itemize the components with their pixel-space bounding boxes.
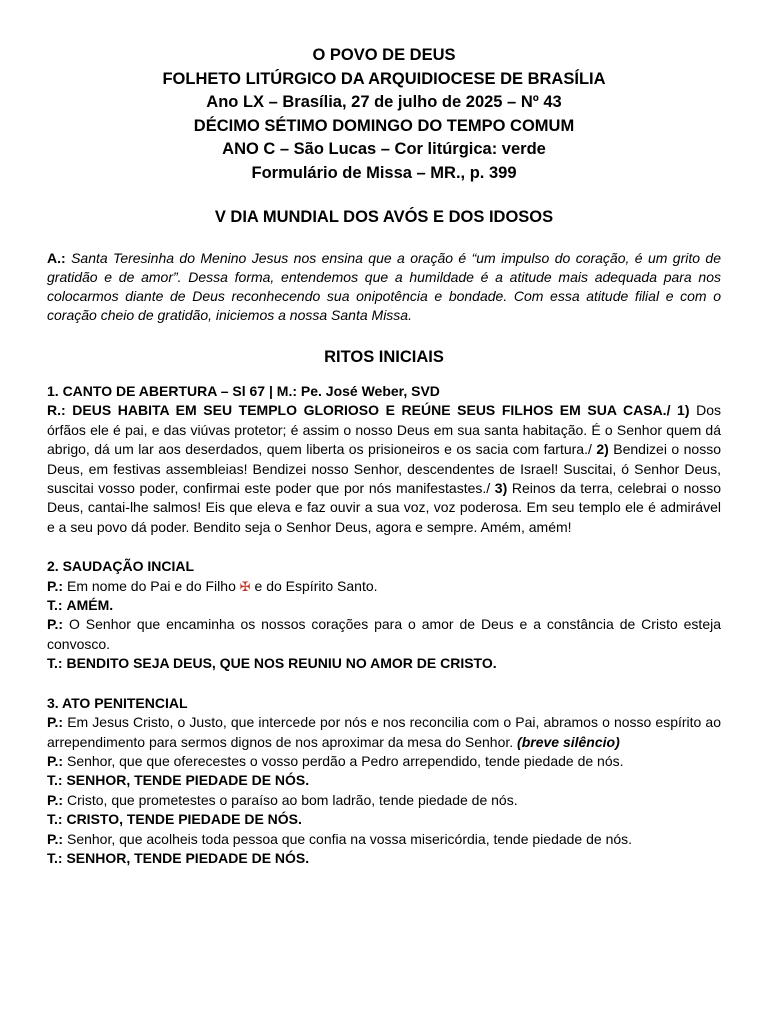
dialogue-line bbox=[47, 654, 721, 673]
rubric-note: (breve silêncio) bbox=[517, 733, 620, 750]
publication-subtitle: FOLHETO LITÚRGICO DA ARQUIDIOCESE DE BRASÍLIA bbox=[162, 69, 606, 88]
people-label: T.: bbox=[47, 811, 63, 828]
people-response: BENDITO SEJA DEUS, QUE NOS REUNIU NO AMOR DE CRISTO. bbox=[66, 655, 497, 672]
priest-label: P.: bbox=[47, 752, 64, 769]
priest-text: Em Jesus Cristo, o Justo, que intercede por nós e nos reconcilia com o Pai, abramos o nosso espírito ao arrependimento para sermos dignos de nos aproximar da mesa do Senhor. bbox=[47, 714, 721, 750]
people-label: T.: bbox=[47, 597, 63, 614]
dialogue-line bbox=[47, 577, 721, 596]
dialogue-line bbox=[47, 713, 721, 752]
verse-number-3: 3) bbox=[494, 480, 508, 497]
liturgical-year: ANO C – São Lucas – Cor litúrgica: verde bbox=[222, 140, 546, 158]
liturgical-sunday: DÉCIMO SÉTIMO DOMINGO DO TEMPO COMUM bbox=[193, 116, 575, 135]
speaker-label: A.: bbox=[47, 250, 66, 266]
people-response: CRISTO, TENDE PIEDADE DE NÓS. bbox=[66, 811, 302, 828]
publication-title: O POVO DE DEUS bbox=[312, 46, 456, 64]
mass-form: Formulário de Missa – MR., p. 399 bbox=[251, 163, 517, 182]
ato-heading: 3. ATO PENITENCIAL bbox=[47, 694, 188, 711]
people-label: T.: bbox=[47, 655, 63, 672]
priest-text: e do Espírito Santo. bbox=[254, 577, 378, 594]
ato-penitencial-section bbox=[47, 694, 721, 869]
canto-text bbox=[47, 401, 721, 537]
priest-text: Senhor, que acolheis toda pessoa que confia na vossa misericórdia, tende piedade de nós. bbox=[66, 830, 633, 847]
priest-label: P.: bbox=[47, 577, 64, 594]
dialogue-line bbox=[47, 791, 721, 810]
dialogue-line bbox=[47, 615, 721, 654]
dialogue-line bbox=[47, 849, 721, 868]
priest-text: Cristo, que prometestes o paraíso ao bom ladrão, tende piedade de nós. bbox=[66, 791, 518, 808]
people-response: SENHOR, TENDE PIEDADE DE NÓS. bbox=[66, 772, 310, 789]
priest-label: P.: bbox=[47, 830, 64, 847]
dialogue-line bbox=[47, 810, 721, 829]
dialogue-line bbox=[47, 596, 721, 615]
saudacao-section bbox=[47, 557, 721, 673]
people-label: T.: bbox=[47, 849, 63, 866]
document-header bbox=[47, 44, 721, 185]
cross-icon: ✠ bbox=[239, 578, 251, 594]
verse-2: Bendizei o nosso Deus, em festivas assembleias! Bendizei nosso Senhor, descendentes de Israel! Suscitai, ó Senhor Deus, suscitai vosso poder, confirmai este poder que por nós manifestastes./ bbox=[47, 441, 722, 497]
dialogue-line bbox=[47, 752, 721, 771]
people-label: T.: bbox=[47, 772, 63, 789]
verse-number-2: 2) bbox=[596, 441, 609, 458]
canto-heading: 1. CANTO DE ABERTURA – Sl 67 | M.: Pe. José Weber, SVD bbox=[47, 383, 440, 399]
priest-label: P.: bbox=[47, 714, 64, 731]
priest-text: Senhor, que que oferecestes o vosso perdão a Pedro arrependido, tende piedade de nós. bbox=[66, 752, 624, 769]
dialogue-line bbox=[47, 830, 721, 849]
verse-number-1: 1) bbox=[677, 402, 690, 419]
issue-info: Ano LX – Brasília, 27 de julho de 2025 – Nº 43 bbox=[206, 93, 562, 111]
intro-paragraph bbox=[47, 249, 721, 325]
priest-label: P.: bbox=[47, 616, 64, 633]
saudacao-heading: 2. SAUDAÇÃO INCIAL bbox=[47, 558, 195, 575]
refrain-label: R.: bbox=[47, 402, 66, 419]
people-response: AMÉM. bbox=[66, 597, 114, 614]
verse-1: Dos órfãos ele é pai, e das viúvas protetor; é assim o nosso Deus em sua santa habitação. É o Senhor quem dá abrigo, dá um lar aos deserdados, quem liberta os prisioneiros e os sacia com fartura./ bbox=[47, 402, 721, 458]
refrain: DEUS HABITA EM SEU TEMPLO GLORIOSO E REÚNE SEUS FILHOS EM SUA CASA./ bbox=[72, 402, 671, 419]
people-response: SENHOR, TENDE PIEDADE DE NÓS. bbox=[66, 849, 310, 866]
day-title: V DIA MUNDIAL DOS AVÓS E DOS IDOSOS bbox=[214, 208, 554, 226]
priest-text: Em nome do Pai e do Filho bbox=[66, 577, 236, 594]
intro-text: Santa Teresinha do Menino Jesus nos ensina que a oração é “um impulso do coração, é um grito de gratidão e de amor”. Dessa forma, entendemos que a humildade é a atitude mais adequada para nos colocarmos diante de Deus reconhecendo sua onipotência e bondade. Com essa atitude filial e com o coração cheio de gratidão, iniciemos a nossa Santa Missa. bbox=[47, 250, 722, 323]
verse-3: Reinos da terra, celebrai o nosso Deus, cantai-lhe salmos! Eis que eleva e faz ouvir a sua voz, voz poderosa. Em seu templo ele é admirável e a seu povo dá poder. Bendito seja o Senhor Deus, agora e sempre. Amém, amém! bbox=[47, 480, 721, 535]
section-title: RITOS INICIAIS bbox=[324, 348, 444, 366]
dialogue-line bbox=[47, 771, 721, 790]
priest-label: P.: bbox=[47, 791, 64, 808]
canto-section bbox=[47, 382, 721, 537]
priest-text: O Senhor que encaminha os nossos corações para o amor de Deus e a constância de Cristo esteja convosco. bbox=[47, 616, 721, 652]
